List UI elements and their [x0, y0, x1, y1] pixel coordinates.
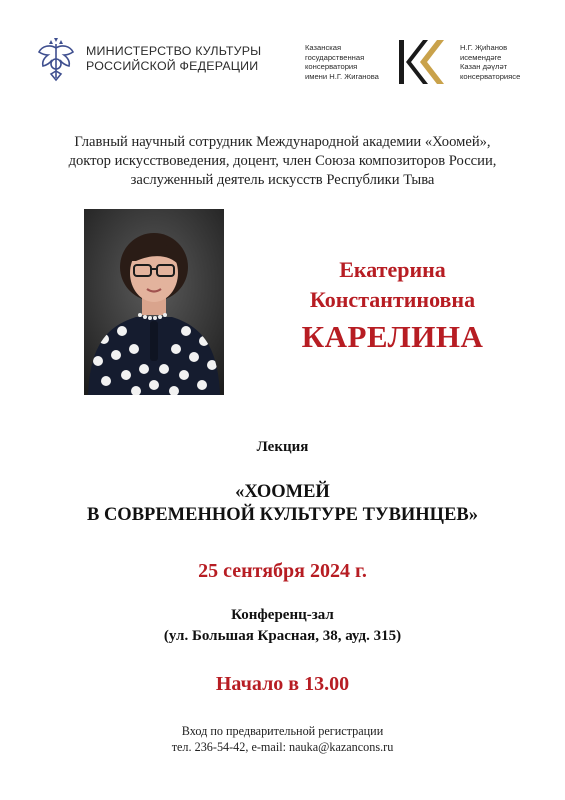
conservatory-ru-line: Казанская [305, 43, 342, 52]
venue-address: (ул. Большая Красная, 38, ауд. 315) [163, 628, 402, 644]
conservatory-tt-line: исемендәге [460, 52, 502, 62]
speaker-patronymic: Константиновна [309, 287, 476, 312]
start-time: Начало в 13.00 [215, 673, 350, 695]
speaker-credentials [20, 133, 545, 190]
lecture-title-line1: «ХООМЕЙ [235, 482, 330, 502]
conservatory-kk-logo [396, 38, 450, 86]
lecture-title-line2: В СОВРЕМЕННОЙ КУЛЬТУРЕ ТУВИНЦЕВ» [86, 505, 479, 525]
speaker-photo [84, 209, 224, 395]
registration-info [0, 723, 565, 755]
ministry-header [36, 38, 286, 82]
conservatory-ru-line: имени Н.Г. Жиганова [305, 71, 379, 81]
conservatory-name-tt [460, 43, 550, 81]
event-date: 25 сентября 2024 г. [198, 560, 367, 582]
event-venue [0, 605, 565, 647]
speaker-last-name: КАРЕЛИНА [301, 319, 484, 354]
registration-note: Вход по предварительной регистрации [181, 724, 384, 738]
coat-of-arms-icon [36, 38, 76, 82]
conservatory-ru-line: государственная [305, 52, 365, 62]
credentials-line: заслуженный деятель искусств Республики Тыва [130, 172, 435, 188]
conservatory-ru-line: консерватория [305, 62, 358, 72]
lecture-label: Лекция [256, 439, 309, 455]
credentials-line: Главный научный сотрудник Международной академии «Хоомей», [74, 134, 491, 150]
lecture-title [0, 481, 565, 527]
ministry-name-line1: МИНИСТЕРСТВО КУЛЬТУРЫ [86, 44, 262, 58]
speaker-first-name: Екатерина [339, 257, 446, 282]
conservatory-name-ru [305, 43, 385, 81]
venue-hall: Конференц-зал [231, 607, 334, 623]
credentials-line: доктор искусствоведения, доцент, член Союза композиторов России, [68, 153, 497, 169]
contact-info: тел. 236-54-42, e-mail: nauka@kazancons.ru [171, 740, 394, 754]
conservatory-tt-line: Казан дәүләт [460, 62, 508, 72]
speaker-name [240, 255, 545, 359]
ministry-name-line2: РОССИЙСКОЙ ФЕДЕРАЦИИ [86, 59, 259, 73]
conservatory-tt-line: консерваториясе [460, 71, 521, 81]
conservatory-tt-line: Н.Г. Җиһанов [460, 43, 508, 52]
